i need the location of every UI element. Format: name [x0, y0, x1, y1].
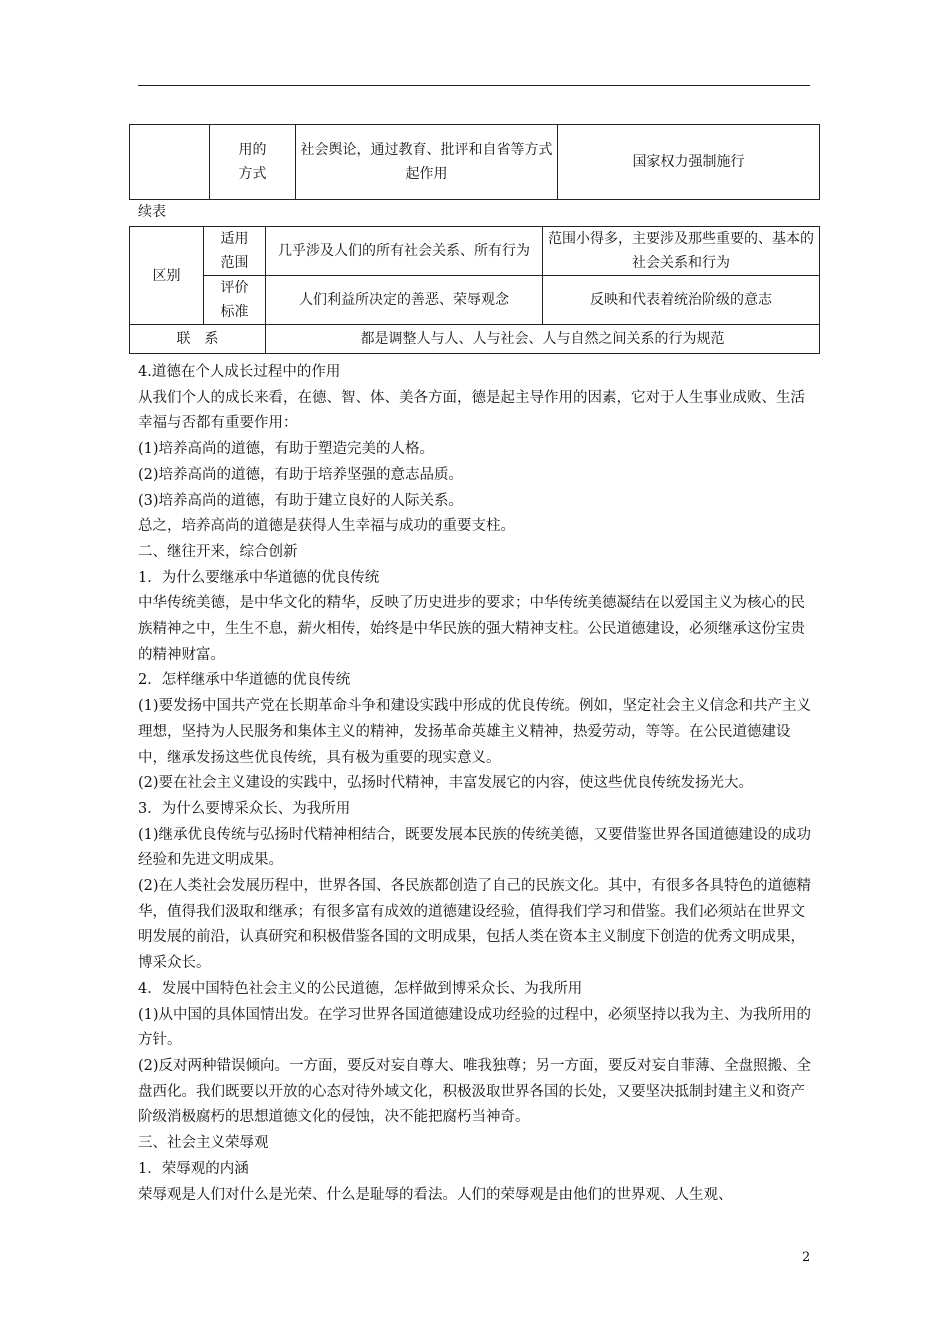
table-row: [130, 325, 820, 354]
table-row: [130, 227, 820, 276]
table-row: [130, 276, 820, 325]
header-rule: [138, 85, 810, 86]
table-cell: 人们利益所决定的善恶、荣辱观念: [266, 276, 543, 325]
paragraph: (2)在人类社会发展历程中，世界各国、各民族都创造了自己的民族文化。其中，有很多各具特色的道德精华，值得我们汲取和继承；有很多富有成效的道德建设经验，值得我们学习和借鉴。我们必须站在世界文明发展的前沿，认真研究和积极借鉴各国的文明成果，包括人类在资本主义制度下创造的优秀文明成果，博采众长。: [138, 878, 812, 972]
row-label: 用的 方式: [210, 125, 296, 200]
section-heading: 三、社会主义荣辱观: [138, 1135, 269, 1152]
table-row: [130, 125, 820, 200]
paragraph: (2)要在社会主义建设的实践中，弘扬时代精神，丰富发展它的内容，使这些优良传统发扬光大。: [138, 775, 754, 792]
paragraph: (3)培养高尚的道德，有助于建立良好的人际关系。: [138, 492, 464, 509]
subheading: 1．为什么要继承中华道德的优良传统: [138, 569, 380, 586]
comparison-table-top: [129, 124, 820, 200]
subheading: 4．发展中国特色社会主义的公民道德，怎样做到博采众长、为我所用: [138, 980, 583, 997]
table-cell: 范围小得多，主要涉及那些重要的、基本的社会关系和行为: [543, 227, 820, 276]
section-heading: 二、继往开来，综合创新: [138, 543, 298, 560]
paragraph: (2)反对两种错误倾向。一方面，要反对妄自尊大、唯我独尊；另一方面，要反对妄自菲薄、全盘照搬、全盘西化。我们既要以开放的心态对待外域文化，积极汲取世界各国的长处，又要坚决抵制封建主义和资产阶级消极腐朽的思想道德文化的侵蚀，决不能把腐朽当神奇。: [138, 1057, 812, 1126]
continued-label: 续表: [138, 204, 166, 220]
table-cell: 国家权力强制施行: [558, 125, 820, 200]
subheading: 1．荣辱观的内涵: [138, 1160, 249, 1177]
paragraph: 总之，培养高尚的道德是获得人生幸福与成功的重要支柱。: [138, 518, 515, 535]
row-label: 评价 标准: [204, 276, 266, 325]
paragraph: (1)要发扬中国共产党在长期革命斗争和建设实践中形成的优良传统。例如，坚定社会主义信念和共产主义理想，坚持为人民服务和集体主义的精神，发扬革命英雄主义精神，热爱劳动，等等。在公民道德建设中，继承发扬这些优良传统，具有极为重要的现实意义。: [138, 698, 812, 766]
table-cell: 几乎涉及人们的所有社会关系、所有行为: [266, 227, 543, 276]
paragraph: (2)培养高尚的道德，有助于培养坚强的意志品质。: [138, 466, 464, 483]
paragraph: (1)从中国的具体国情出发。在学习世界各国道德建设成功经验的过程中，必须坚持以我为主、为我所用的方针。: [138, 1006, 812, 1049]
paragraph: 4.道德在个人成长过程中的作用: [138, 364, 341, 380]
link-label: 联 系: [130, 325, 266, 354]
subheading: 3．为什么要博采众长、为我所用: [138, 800, 351, 817]
table-cell: [130, 125, 210, 200]
paragraph: 荣辱观是人们对什么是光荣、什么是耻辱的看法。人们的荣辱观是由他们的世界观、人生观、: [138, 1186, 733, 1203]
paragraph: (1)继承优良传统与弘扬时代精神相结合，既要发展本民族的传统美德，又要借鉴世界各国道德建设的成功经验和先进文明成果。: [138, 826, 812, 869]
paragraph: 从我们个人的成长来看，在德、智、体、美各方面，德是起主导作用的因素，它对于人生事业成败、生活幸福与否都有重要作用：: [138, 389, 805, 432]
subheading: 2．怎样继承中华道德的优良传统: [138, 672, 351, 689]
body-text: [138, 360, 816, 1208]
paragraph: (1)培养高尚的道德，有助于塑造完美的人格。: [138, 441, 435, 458]
row-label: 适用 范围: [204, 227, 266, 276]
table-cell: 都是调整人与人、人与社会、人与自然之间关系的行为规范: [266, 325, 820, 354]
group-label: 区别: [130, 227, 204, 325]
paragraph: 中华传统美德，是中华文化的精华，反映了历史进步的要求；中华传统美德凝结在以爱国主义为核心的民族精神之中，生生不息，薪火相传，始终是中华民族的强大精神支柱。公民道德建设，必须继承这份宝贵的精神财富。: [138, 595, 805, 663]
table-cell: 反映和代表着统治阶级的意志: [543, 276, 820, 325]
page-number: 2: [802, 1250, 811, 1265]
comparison-table-continued: [129, 226, 820, 354]
table-cell: 社会舆论，通过教育、批评和自省等方式起作用: [296, 125, 558, 200]
